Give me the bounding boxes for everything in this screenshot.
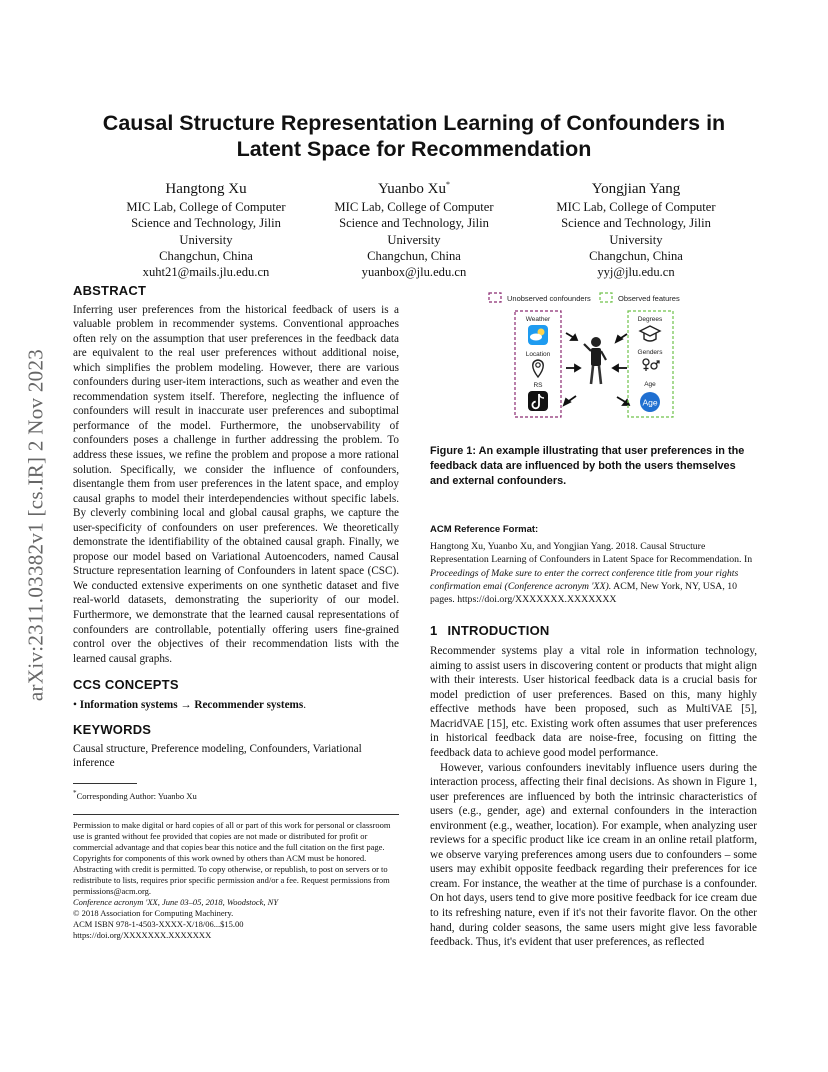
legend-unobserved-label: Unobserved confounders bbox=[507, 294, 591, 303]
corresponding-author-footnote: *Corresponding Author: Yuanbo Xu bbox=[73, 788, 197, 801]
abstract-heading: ABSTRACT bbox=[73, 283, 147, 298]
author-location: Changchun, China bbox=[589, 248, 683, 263]
location-label: Location bbox=[525, 351, 551, 358]
author-name: Yongjian Yang bbox=[591, 181, 681, 197]
figure-1 bbox=[430, 284, 757, 444]
svg-text:Age: Age bbox=[642, 397, 658, 408]
footnote-divider bbox=[73, 783, 137, 784]
conference-line: Conference acronym 'XX, June 03–05, 2018, Woodstock, NY bbox=[73, 896, 279, 907]
author-email[interactable]: yyj@jlu.edu.cn bbox=[597, 265, 675, 280]
legend-unobserved-swatch bbox=[489, 293, 501, 302]
author-name: Hangtong Xu bbox=[165, 181, 247, 197]
acm-reference-heading: ACM Reference Format: bbox=[430, 523, 539, 535]
left-column bbox=[73, 284, 399, 941]
author-affiliation: MIC Lab, College of Computer Science and Technology, Jilin University bbox=[556, 200, 716, 247]
doi-link[interactable]: https://doi.org/XXXXXXX.XXXXXXX bbox=[73, 929, 212, 940]
acm-reference-body: Hangtong Xu, Yuanbo Xu, and Yongjian Yang. 2018. Causal Structure Representation Learning of Confounders in Latent Space for Recommendation. In Proceedings of Make sure to enter the correct conference title from your rights confirmation emai (Conference acronym 'XX). ACM, New York, NY, USA, 10 pages. https://doi.org/XXXXXXX.XXXXXXX bbox=[430, 541, 753, 606]
gender-symbols-icon bbox=[643, 359, 659, 371]
age-badge-icon bbox=[640, 392, 660, 412]
author-email[interactable]: yuanbox@jlu.edu.cn bbox=[361, 265, 467, 280]
weather-icon bbox=[528, 325, 548, 345]
paper-title: Causal Structure Representation Learning of Confounders in Latent Space for Recommendation bbox=[102, 111, 726, 161]
ccs-concepts: • Information systems → Recommender systems. bbox=[73, 698, 307, 711]
tiktok-icon bbox=[528, 391, 548, 411]
rs-label: RS bbox=[533, 382, 543, 389]
author-block-1 bbox=[106, 175, 306, 280]
degrees-label: Degrees bbox=[637, 316, 663, 323]
arxiv-sidebar bbox=[14, 290, 58, 760]
graduation-cap-icon bbox=[640, 326, 660, 341]
author-affiliation: MIC Lab, College of Computer Science and Technology, Jilin University bbox=[126, 200, 286, 247]
abstract-body: Inferring user preferences from the historical feedback of users is a valuable problem in recommender systems. Conventional approaches often rely on the assumption that user preferences in the feedback data are equivalent to the real user preferences without additional noise, which simplifies the problem modeling. However, there are various confounders during user-item interactions, such as weather and even the recommendation system itself. Therefore, neglecting the influence of confounders will result in inaccurate user preferences and suboptimal performance of the model. Furthermore, the unobservability of confounders poses a challenge in further addressing the problem. To address these issues, we refine the problem and propose a more rational solution. Specifically, we consider the influence of confounders, disentangle them from user preferences in the latent space, and employ causal graphs to model their interdependencies without specific labels. By cleverly combining local and global causal graphs, we capture the user-specificity of confounders on user preferences. We theoretically demonstrate the identifiability of the obtained causal graph. Finally, we propose our model based on Variational Autoencoders, named Causal Structure representation learning of Confounders in latent space (CSC). We conducted extensive experiments on one synthetic dataset and five real-world datasets, demonstrating the superiority of our model. Furthermore, we demonstrate that the learned causal representations of confounders are controllable, potentially offering users fine-grained control over the objectives of their recommendation lists with the learned causal graphs. bbox=[73, 303, 399, 665]
copyright-line: © 2018 Association for Computing Machinery. bbox=[73, 907, 234, 918]
location-pin-icon bbox=[533, 360, 544, 377]
permission-divider bbox=[73, 814, 399, 815]
genders-label: Genders bbox=[637, 349, 663, 356]
arxiv-identifier: arXiv:2311.03382v1 [cs.IR] 2 Nov 2023 bbox=[23, 348, 48, 702]
ccs-heading: CCS CONCEPTS bbox=[73, 677, 179, 693]
legend-observed-label: Observed features bbox=[618, 294, 680, 303]
introduction-heading: 1 INTRODUCTION bbox=[430, 622, 550, 638]
author-email[interactable]: xuht21@mails.jlu.edu.cn bbox=[142, 265, 270, 280]
author-affiliation: MIC Lab, College of Computer Science and Technology, Jilin University bbox=[334, 200, 494, 247]
keywords-heading: KEYWORDS bbox=[73, 722, 152, 738]
author-name: Yuanbo Xu* bbox=[378, 180, 450, 197]
permission-text: Permission to make digital or hard copies of all or part of this work for personal or classroom use is granted without fee provided that copies are not made or distributed for profit or commercial advantage and that copies bear this notice and the full citation on the first page. Copyrights for components of this work owned by others than ACM must be honored. Abstracting with credit is permitted. To copy otherwise, or republish, to post on servers or to redistribute to lists, requires prior specific permission and/or a fee. Request permissions from permissions@acm.org. bbox=[73, 819, 391, 896]
isbn-line: ACM ISBN 978-1-4503-XXXX-X/18/06...$15.00 bbox=[73, 918, 244, 929]
permission-block bbox=[73, 820, 399, 941]
age-label: Age bbox=[644, 381, 656, 388]
right-column bbox=[430, 284, 757, 950]
user-person-icon bbox=[584, 337, 606, 384]
introduction-paragraph-2: However, various confounders inevitably influence users during the interaction process, affecting their final decisions. As shown in Figure 1, user preferences are influenced by both the intrinsic characteristics of users (e.g., gender, age) and external confounders in the interaction environment (e.g., weather, location). For example, when analyzing user reviews for a specific product like ice cream in an online retail platform, we observe varying preferences among users due to confounders – some users may exhibit opposite feedback regarding their preferences for ice cream. For instance, the weather at the time of purchase is a confounder. On hot days, users tend to give more positive feedback for ice cream due to its refreshing nature, even if it's not their favorite flavor. On the other hand, during colder seasons, the same users might give less favorable feedback. Thus, it's evident that user preferences, as reflected bbox=[430, 761, 757, 949]
author-location: Changchun, China bbox=[367, 248, 461, 263]
figure-1-caption: Figure 1: An example illustrating that user preferences in the feedback data are influenced by both the users themselves and external confounders. bbox=[430, 445, 745, 488]
legend-observed-swatch bbox=[600, 293, 612, 302]
keywords-list: Causal structure, Preference modeling, Confounders, Variational inference bbox=[73, 742, 362, 770]
author-block-3 bbox=[536, 175, 736, 280]
figure-1-illustration bbox=[430, 284, 757, 444]
author-location: Changchun, China bbox=[159, 248, 253, 263]
weather-label: Weather bbox=[525, 316, 551, 323]
author-block-2 bbox=[314, 175, 514, 280]
introduction-paragraph-1: Recommender systems play a vital role in information technology, aiming to assist users in discovering content or products that might align with their interests. User historical feedback data is a crucial basis for model prediction of user preferences. Based on this, many highly effective methods have been proposed, such as MultiVAE [5], MacridVAE [15], etc. Existing work often assumes that user preferences in historical feedback data are noise-free, focusing on fitting the feedback data to achieve good model performance. bbox=[430, 645, 757, 760]
